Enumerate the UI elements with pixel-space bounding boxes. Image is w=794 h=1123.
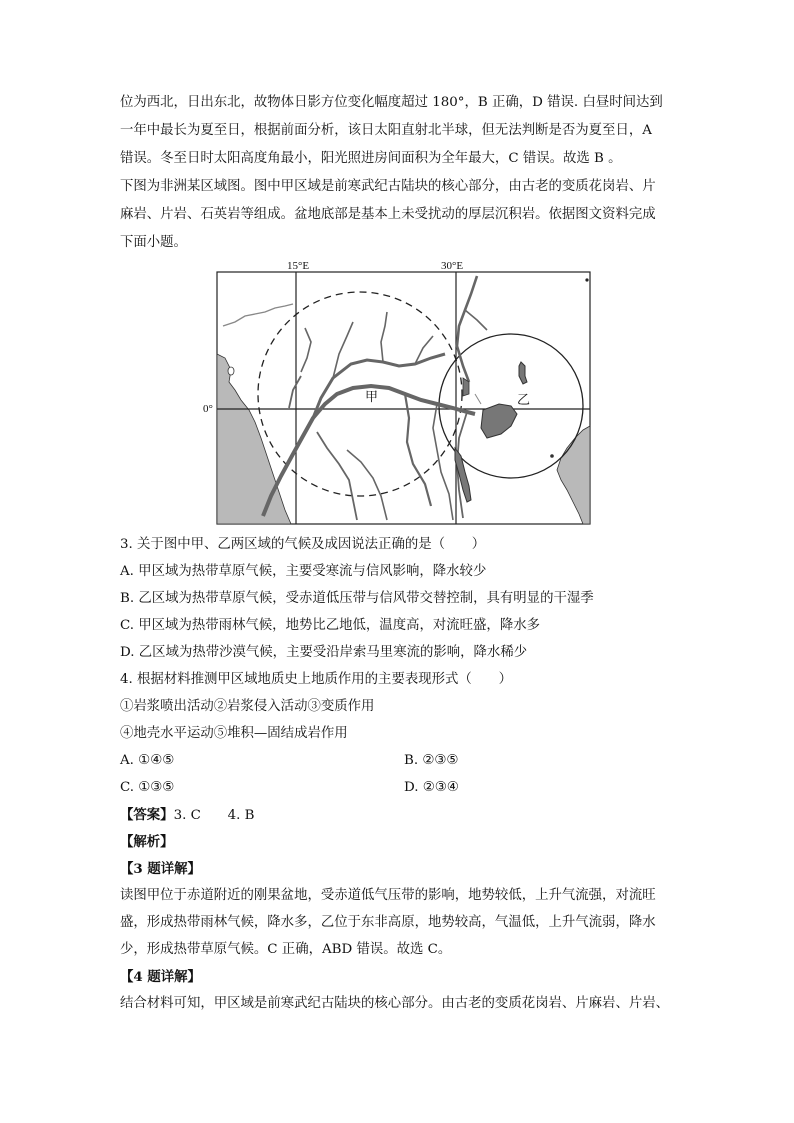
- detail4-line-1: 结合材料可知，甲区域是前寒武纪古陆块的核心部分。由古老的变质花岗岩、片麻岩、片岩、: [120, 996, 670, 1011]
- detail3-label: 【3 题详解】: [120, 861, 201, 877]
- material-line-1: 下图为非洲某区域图。图中甲区域是前寒武纪古陆块的核心部分，由古老的变质花岗岩、片: [120, 179, 656, 194]
- q4-option-b: B. ②③⑤: [404, 753, 459, 768]
- answer-label: 【答案】: [120, 807, 174, 823]
- africa-region-map: [201, 258, 593, 526]
- detail3-line-2: 盛，形成热带雨林气候，降水多，乙位于东非高原，地势较高，气温低，上升气流弱，降水: [120, 915, 656, 930]
- q3-option-b: B. 乙区域为热带草原气候，受赤道低压带与信风带交替控制，具有明显的干湿季: [120, 591, 594, 606]
- detail3-line-3: 少，形成热带草原气候。C 正确，ABD 错误。故选 C。: [120, 942, 452, 957]
- q4-option-c: C. ①③⑤: [120, 780, 175, 795]
- intro-line-3: 错误。冬至日时太阳高度角最小，阳光照进房间面积为全年最大，C 错误。故选 B 。: [120, 151, 622, 166]
- answer-text: 3. C 4. B: [173, 808, 255, 823]
- q3-stem: 3. 关于图中甲、乙两区域的气候及成因说法正确的是（ ）: [120, 537, 486, 552]
- q4-option-a: A. ①④⑤: [120, 753, 175, 768]
- region-label-jia: 甲: [365, 390, 379, 405]
- q3-option-d: D. 乙区域为热带沙漠气候，主要受沿岸索马里寒流的影响，降水稀少: [120, 645, 528, 660]
- q4-stem: 4. 根据材料推测甲区域地质史上地质作用的主要表现形式（ ）: [120, 672, 512, 687]
- q4-items-line-2: ④地壳水平运动⑤堆积—固结成岩作用: [120, 726, 348, 741]
- zanzibar-island: [550, 454, 554, 458]
- bioko-island: [228, 367, 234, 375]
- q4-items-line-1: ①岩浆喷出活动②岩浆侵入活动③变质作用: [120, 699, 375, 714]
- map-corner-dot: [585, 278, 588, 281]
- q3-option-c: C. 甲区域为热带雨林气候，地势比乙地低，温度高，对流旺盛，降水多: [120, 618, 540, 633]
- detail3-line-1: 读图甲位于赤道附近的刚果盆地，受赤道低气压带的影响，地势较低，上升气流强，对流旺: [120, 888, 656, 903]
- analysis-label: 【解析】: [120, 834, 174, 850]
- material-line-3: 下面小题。: [120, 235, 187, 250]
- intro-line-2: 一年中最长为夏至日，根据前面分析，该日太阳直射北半球，但无法判断是否为夏至日，A: [120, 123, 652, 138]
- q3-option-a: A. 甲区域为热带草原气候，主要受寒流与信风影响，降水较少: [120, 564, 487, 579]
- q4-option-d: D. ②③④: [404, 780, 459, 795]
- material-line-2: 麻岩、片岩、石英岩等组成。盆地底部是基本上未受扰动的厚层沉积岩。依据图文资料完成: [120, 207, 656, 222]
- answer-line: [120, 806, 255, 825]
- intro-line-1: 位为西北，日出东北，故物体日影方位变化幅度超过 180°，B 正确，D 错误. 白昼时间达到: [120, 95, 663, 110]
- region-label-yi: 乙: [517, 393, 531, 408]
- detail4-label: 【4 题详解】: [120, 969, 201, 985]
- lat-label-0: 0°: [203, 403, 213, 415]
- lon-label-15e: 15°E: [287, 260, 310, 272]
- lon-label-30e: 30°E: [441, 260, 464, 272]
